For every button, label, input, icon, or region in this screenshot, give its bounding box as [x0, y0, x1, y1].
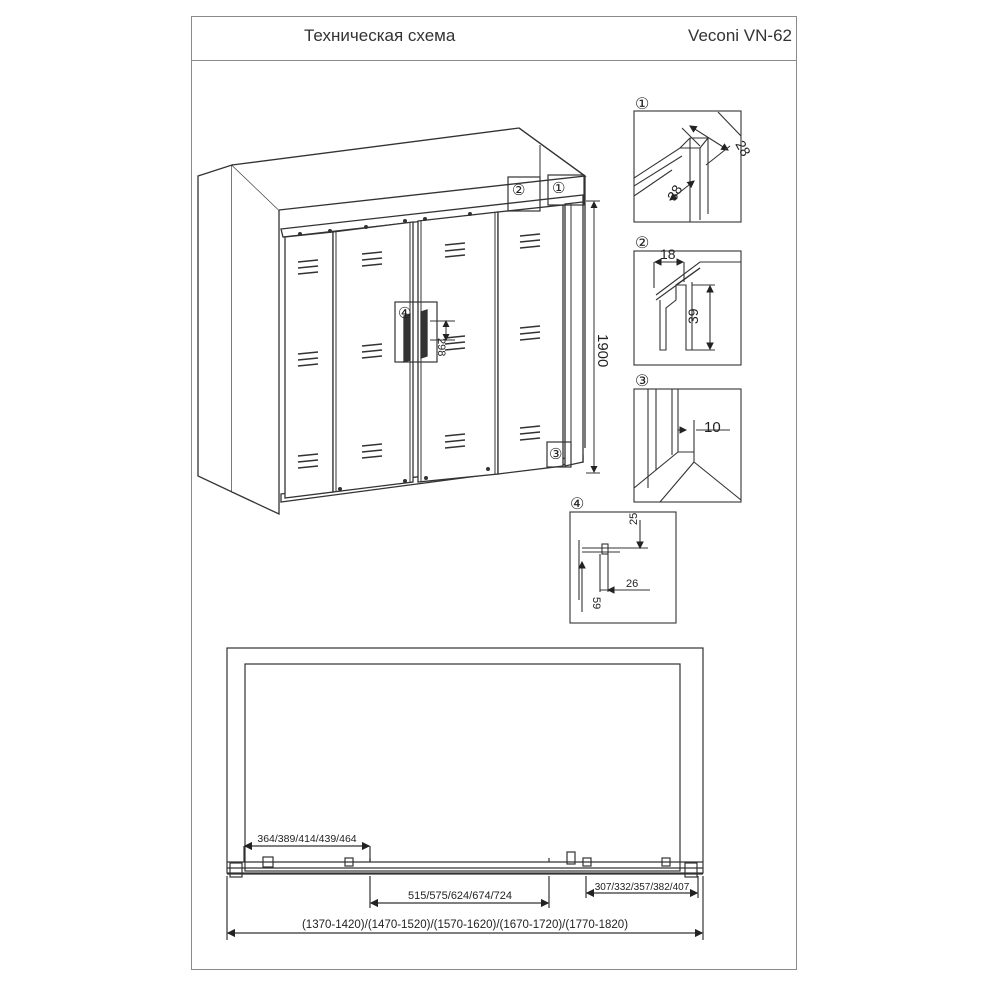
right-profile — [565, 202, 583, 466]
detail-4-marker: ④ — [570, 496, 585, 513]
detail-1 — [634, 111, 741, 222]
detail-1-dim-a: 28 — [732, 137, 755, 159]
marker-3: ③ — [549, 446, 563, 463]
page-title: Техническая схема — [304, 26, 456, 45]
total-width-dim: (1370-1420)/(1470-1520)/(1570-1620)/(1670-1720)/(1770-1820) — [301, 919, 629, 931]
model-name: Veconi VN-62 — [688, 26, 792, 45]
detail-3 — [634, 389, 741, 502]
left-panel-dim: 364/389/414/439/464 — [257, 833, 357, 845]
detail-2-marker: ② — [635, 235, 650, 252]
left-wall — [198, 165, 232, 492]
detail-4-dim-c: 59 — [590, 597, 602, 610]
detail-2-dim-a: 18 — [660, 246, 676, 262]
detail-4 — [570, 512, 676, 623]
back-wall-top — [232, 128, 585, 210]
front-3d-view — [198, 128, 585, 514]
height-label: 1900 — [594, 334, 611, 368]
detail-3-marker: ③ — [635, 373, 650, 390]
detail-4-dim-b: 26 — [626, 578, 639, 590]
marker-2: ② — [512, 182, 526, 199]
detail-1-marker: ① — [635, 96, 650, 113]
handle-dim-label: 298 — [435, 338, 447, 357]
detail-3-dim-a: 10 — [704, 419, 721, 436]
left-wall-side — [232, 165, 279, 514]
marker-1: ① — [552, 180, 566, 197]
detail-2 — [634, 251, 741, 365]
detail-4-dim-a: 25 — [628, 512, 640, 525]
marker-4: ④ — [398, 305, 412, 322]
detail-1-dim-b: 38 — [663, 182, 686, 204]
middle-opening-dim: 515/575/624/674/724 — [408, 890, 512, 902]
detail-2-dim-b: 39 — [685, 308, 701, 324]
handle-right — [421, 310, 427, 358]
right-panel-dim: 307/332/357/382/407 — [594, 882, 690, 893]
